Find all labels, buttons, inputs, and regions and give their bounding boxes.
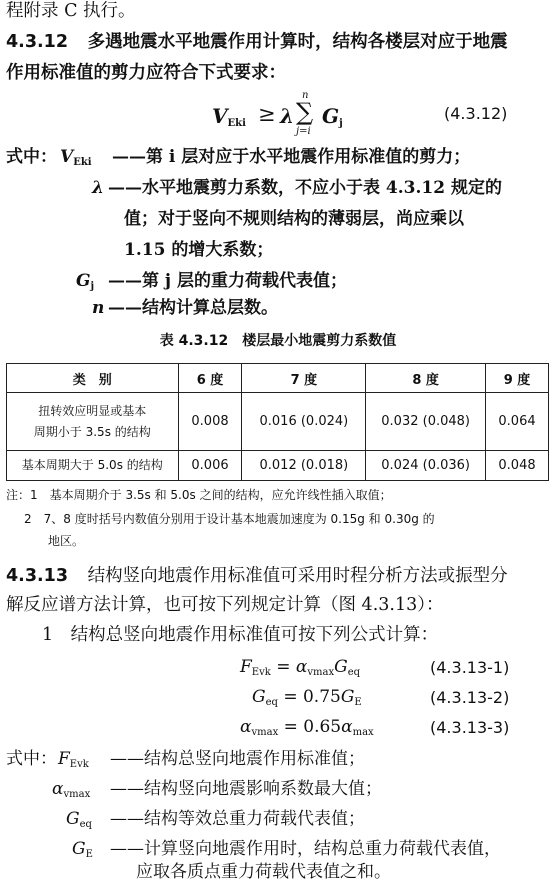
cell-7: 0.016 (0.024) (242, 393, 366, 451)
equation-4-3-13-3: $\alpha_{vmax} = 0.65\alpha_{max}$ (240, 717, 374, 738)
def-geq-symbol: $G_{eq}$ (66, 809, 92, 830)
table-row (7, 451, 549, 481)
section-number: 4.3.12 (6, 32, 69, 52)
def-avmax-text: ——结构竖向地震影响系数最大值； (110, 779, 382, 799)
table-note-2-cont: 地区。 (48, 534, 85, 548)
equation-4-3-13-2: $G_{eq} = 0.75G_E$ (252, 687, 362, 708)
def-g-text: ——第 j 层的重力荷载代表值； (108, 271, 347, 291)
header-category: 类 别 (7, 364, 179, 393)
cell-8: 0.024 (0.036) (366, 451, 486, 481)
row-category: 基本周期大于 5.0s 的结构 (7, 451, 179, 481)
section-text: 多遇地震水平地震作用计算时，结构各楼层对应于地震 (87, 32, 508, 52)
def-fevk-symbol: $F_{Evk}$ (58, 749, 89, 770)
header-6: 6 度 (178, 364, 242, 393)
equation-number: (4.3.13-3) (430, 718, 510, 737)
header-9: 9 度 (486, 364, 549, 393)
def-n-text: ——结构计算总层数。 (108, 298, 278, 318)
where-label: 式中： (6, 749, 57, 769)
table-note-2: 2 7、8 度时括号内数值分别用于设计基本地震加速度为 0.15g 和 0.30g 的 (24, 512, 435, 526)
continuation-line: 程附录 C 执行。 (6, 1, 136, 21)
def-ge-text1: ——计算竖向地震作用时，结构总重力荷载代表值， (110, 839, 501, 859)
cell-9: 0.064 (486, 393, 549, 451)
header-8: 8 度 (366, 364, 486, 393)
def-avmax-symbol: $\alpha_{vmax}$ (52, 779, 91, 800)
table-header-row (7, 364, 549, 393)
equation-4-3-12: $V_{Eki}$ ≥ λ n ∑ j=i $G_j$ (212, 90, 343, 137)
def-v-text: ——第 i 层对应于水平地震作用标准值的剪力； (112, 147, 471, 167)
def-lambda-text2: 值；对于竖向不规则结构的薄弱层，尚应乘以 (124, 209, 464, 229)
item-1: 1 结构总竖向地震作用标准值可按下列公式计算： (42, 625, 439, 645)
section-4-3-12-line2: 作用标准值的剪力应符合下式要求： (6, 63, 286, 83)
equation-number: (4.3.13-1) (430, 658, 510, 677)
cell-8: 0.032 (0.048) (366, 393, 486, 451)
table-row (7, 393, 549, 451)
shear-coefficient-table (6, 363, 549, 481)
equation-number: (4.3.12) (444, 104, 508, 123)
def-lambda-text3: 1.15 的增大系数； (124, 240, 274, 260)
section-4-3-13-line1 (6, 565, 508, 587)
section-4-3-13-line2: 解反应谱方法计算，也可按下列规定计算（图 4.3.13）： (6, 595, 444, 615)
def-lambda-symbol: λ (92, 178, 104, 198)
section-4-3-12-line1 (6, 31, 508, 53)
def-lambda-text1: ——水平地震剪力系数，不应小于表 4.3.12 规定的 (108, 178, 502, 198)
section-number: 4.3.13 (6, 566, 69, 586)
cell-6: 0.006 (178, 451, 242, 481)
where-label: 式中： (6, 147, 57, 167)
cell-7: 0.012 (0.018) (242, 451, 366, 481)
def-geq-text: ——结构等效总重力荷载代表值； (110, 809, 365, 829)
row-category: 扭转效应明显或基本 周期小于 3.5s 的结构 (7, 393, 179, 451)
equation-4-3-13-1: $F_{Evk} = \alpha_{vmax}G_{eq}$ (240, 657, 361, 678)
cell-6: 0.008 (178, 393, 242, 451)
def-v-symbol: $V_{Eki}$ (60, 147, 92, 168)
cell-9: 0.048 (486, 451, 549, 481)
def-ge-symbol: $G_E$ (72, 839, 93, 860)
def-n-symbol: n (92, 298, 105, 318)
header-7: 7 度 (242, 364, 366, 393)
def-fevk-text: ——结构总竖向地震作用标准值； (110, 749, 365, 769)
def-ge-text2: 应取各质点重力荷载代表值之和。 (136, 862, 391, 882)
def-g-symbol: $G_j$ (76, 271, 95, 292)
equation-number: (4.3.13-2) (430, 688, 510, 707)
table-note-1: 注：1 基本周期介于 3.5s 和 5.0s 之间的结构，应允许线性插入取值； (6, 488, 392, 502)
table-caption: 表 4.3.12 楼层最小地震剪力系数值 (159, 333, 397, 349)
section-text: 结构竖向地震作用标准值可采用时程分析方法或振型分 (87, 566, 508, 586)
